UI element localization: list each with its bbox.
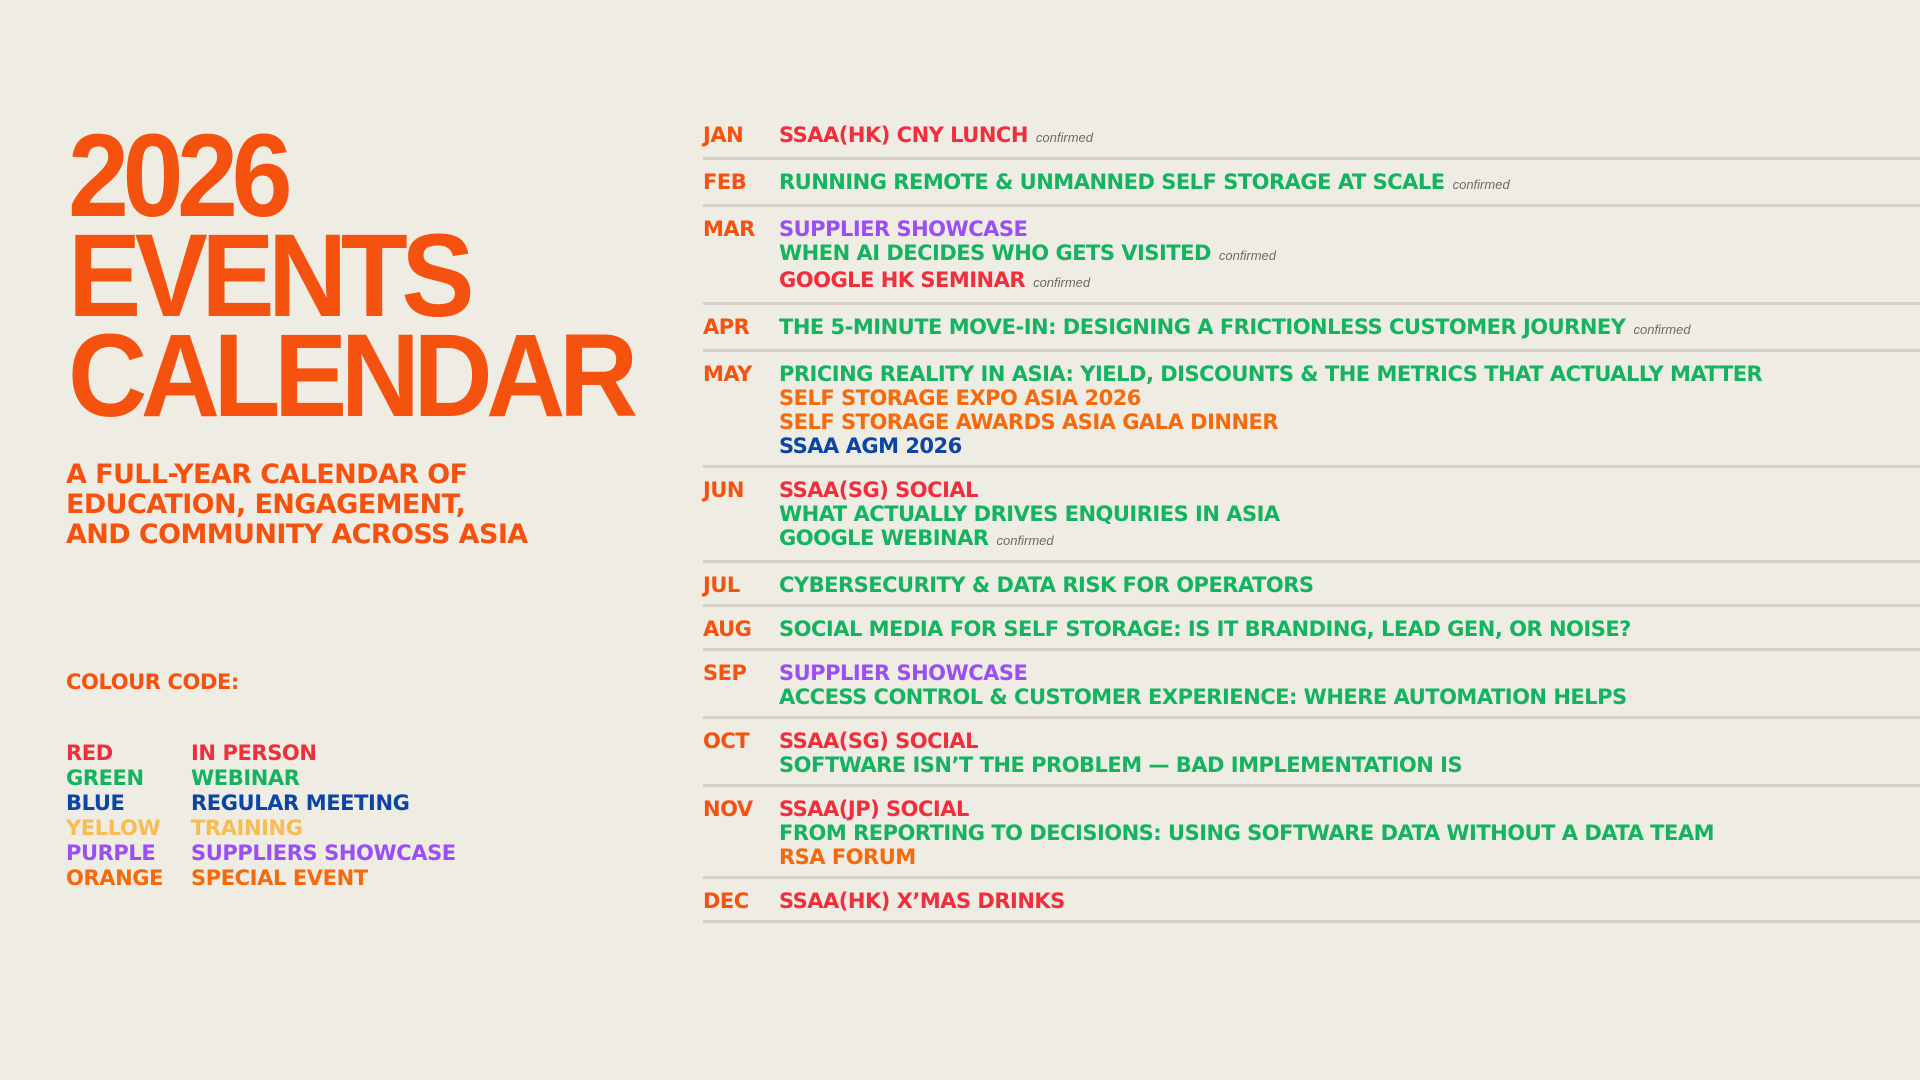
legend-colour-meaning: SUPPLIERS SHOWCASE [191,841,456,865]
legend-row-red [66,741,456,766]
month-label: OCT [703,729,750,753]
month-label: JUN [703,478,744,502]
event-item [779,386,1920,410]
event-title: SUPPLIER SHOWCASE [779,217,1028,241]
event-item [779,170,1920,197]
month-row-oct [703,729,1920,787]
event-title: SOFTWARE ISN’T THE PROBLEM — BAD IMPLEMENTATION IS [779,753,1463,777]
month-row-jun [703,478,1920,563]
month-label: MAR [703,217,755,241]
legend-row-green [66,766,456,791]
month-label: NOV [703,797,753,821]
colour-code-legend [66,741,456,891]
event-item [779,685,1920,709]
event-item [779,410,1920,434]
event-title: SSAA(HK) CNY LUNCH [779,123,1028,147]
month-events [779,123,1920,150]
event-status-badge: confirmed [1033,275,1091,290]
event-title: CYBERSECURITY & DATA RISK FOR OPERATORS [779,573,1314,597]
event-item [779,889,1920,913]
month-row-nov [703,797,1920,879]
month-events [779,797,1920,869]
page-title [68,110,632,442]
month-events [779,315,1920,342]
title-line-events: EVENTS [68,210,469,342]
event-item [779,362,1920,386]
subtitle-line: AND COMMUNITY ACROSS ASIA [66,519,528,550]
legend-row-blue [66,791,456,816]
month-events [779,170,1920,197]
legend-row-purple [66,841,456,866]
legend-colour-meaning: SPECIAL EVENT [191,866,368,890]
legend-colour-name: RED [66,741,113,765]
events-calendar-list [703,123,1920,933]
event-title: ACCESS CONTROL & CUSTOMER EXPERIENCE: WHERE AUTOMATION HELPS [779,685,1627,709]
event-title: RSA FORUM [779,845,916,869]
event-title: PRICING REALITY IN ASIA: YIELD, DISCOUNTS & THE METRICS THAT ACTUALLY MATTER [779,362,1763,386]
month-row-jan [703,123,1920,160]
legend-colour-name: YELLOW [66,816,161,840]
event-item [779,797,1920,821]
legend-colour-meaning: REGULAR MEETING [191,791,410,815]
event-title: SOCIAL MEDIA FOR SELF STORAGE: IS IT BRANDING, LEAD GEN, OR NOISE? [779,617,1631,641]
month-events [779,889,1920,913]
month-label: SEP [703,661,747,685]
subtitle-line: EDUCATION, ENGAGEMENT, [66,489,466,520]
event-item [779,821,1920,845]
legend-colour-name: PURPLE [66,841,156,865]
title-line-year: 2026 [68,110,287,242]
event-title: SSAA(HK) X’MAS DRINKS [779,889,1065,913]
month-events [779,617,1920,641]
event-title: RUNNING REMOTE & UNMANNED SELF STORAGE AT SCALE [779,170,1445,194]
event-title: SELF STORAGE AWARDS ASIA GALA DINNER [779,410,1279,434]
month-row-jul [703,573,1920,607]
legend-colour-name: ORANGE [66,866,164,890]
month-label: APR [703,315,750,339]
event-item [779,478,1920,502]
event-item [779,268,1920,295]
legend-colour-meaning: TRAINING [191,816,303,840]
legend-colour-meaning: WEBINAR [191,766,300,790]
month-row-apr [703,315,1920,352]
month-row-may [703,362,1920,468]
event-title: SSAA(SG) SOCIAL [779,729,979,753]
event-title: SELF STORAGE EXPO ASIA 2026 [779,386,1141,410]
month-events [779,362,1920,458]
event-title: GOOGLE WEBINAR [779,526,989,550]
month-row-mar [703,217,1920,305]
event-item [779,434,1920,458]
month-events [779,661,1920,709]
event-title: SSAA AGM 2026 [779,434,962,458]
month-events [779,478,1920,553]
legend-row-yellow [66,816,456,841]
month-events [779,573,1920,597]
subtitle-line: A FULL-YEAR CALENDAR OF [66,459,468,490]
month-row-dec [703,889,1920,923]
event-status-badge: confirmed [1218,248,1276,263]
event-title: FROM REPORTING TO DECISIONS: USING SOFTWARE DATA WITHOUT A DATA TEAM [779,821,1714,845]
event-status-badge: confirmed [1633,322,1691,337]
subtitle [66,460,626,550]
month-row-sep [703,661,1920,719]
event-title: GOOGLE HK SEMINAR [779,268,1026,292]
event-title: SUPPLIER SHOWCASE [779,661,1028,685]
event-title: SSAA(SG) SOCIAL [779,478,979,502]
event-status-badge: confirmed [996,533,1054,548]
month-events [779,217,1920,295]
event-item [779,502,1920,526]
legend-colour-name: BLUE [66,791,125,815]
legend-heading: COLOUR CODE: [66,670,239,694]
event-item [779,729,1920,753]
event-item [779,573,1920,597]
month-label: JUL [703,573,740,597]
event-title: WHEN AI DECIDES WHO GETS VISITED [779,241,1211,265]
event-title: THE 5-MINUTE MOVE-IN: DESIGNING A FRICTIONLESS CUSTOMER JOURNEY [779,315,1626,339]
title-line-calendar: CALENDAR [68,310,632,442]
month-label: JAN [703,123,744,147]
month-row-feb [703,170,1920,207]
event-item [779,241,1920,268]
month-label: FEB [703,170,747,194]
event-status-badge: confirmed [1452,177,1510,192]
event-item [779,617,1920,641]
event-item [779,217,1920,241]
event-item [779,661,1920,685]
event-item [779,845,1920,869]
legend-colour-meaning: IN PERSON [191,741,317,765]
event-title: SSAA(JP) SOCIAL [779,797,969,821]
month-label: DEC [703,889,749,913]
legend-colour-name: GREEN [66,766,144,790]
month-label: MAY [703,362,752,386]
month-label: AUG [703,617,752,641]
event-item [779,315,1920,342]
event-item [779,753,1920,777]
event-status-badge: confirmed [1035,130,1093,145]
event-item [779,526,1920,553]
event-title: WHAT ACTUALLY DRIVES ENQUIRIES IN ASIA [779,502,1280,526]
legend-row-orange [66,866,456,891]
month-events [779,729,1920,777]
event-item [779,123,1920,150]
month-row-aug [703,617,1920,651]
